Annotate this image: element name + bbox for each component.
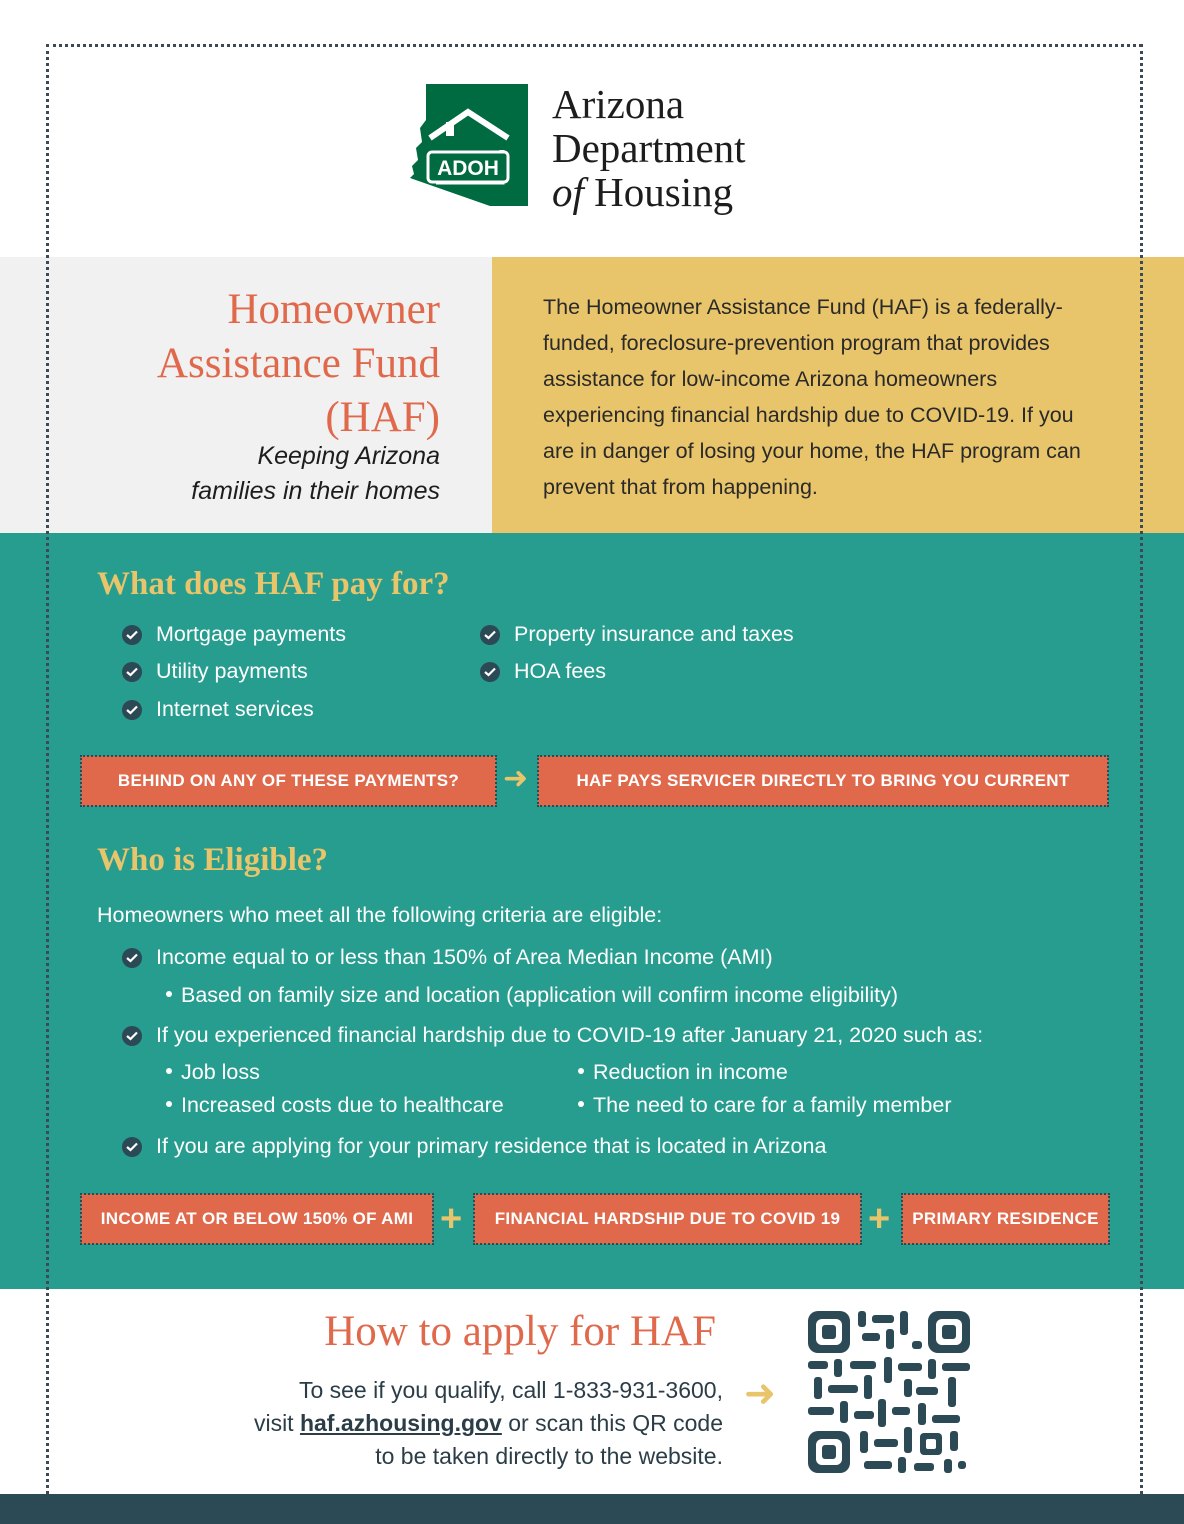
- criteria-item: [122, 1023, 983, 1048]
- logo-badge-text: ADOH: [437, 157, 499, 180]
- haf-pays-servicer-badge: HAF PAYS SERVICER DIRECTLY TO BRING YOU CURRENT: [538, 756, 1108, 806]
- criteria-sub-item: [166, 983, 898, 1008]
- hero-description-panel: [492, 257, 1184, 533]
- hardship-label: Increased costs due to healthcare: [181, 1093, 504, 1117]
- pays-item: [122, 659, 308, 684]
- pays-item: [122, 622, 346, 647]
- check-icon: [122, 700, 142, 720]
- hero-subtitle-line-1: Keeping Arizona: [257, 442, 440, 470]
- behind-payments-badge: BEHIND ON ANY OF THESE PAYMENTS?: [81, 756, 496, 806]
- apply-line-1: To see if you qualify, call 1-833-931-3600,: [298, 1377, 723, 1403]
- criteria-income: Income equal to or less than 150% of Area Median Income (AMI): [156, 945, 773, 969]
- info-section: [0, 533, 1184, 1289]
- arrow-right-icon: ➜: [744, 1373, 776, 1415]
- check-icon: [122, 1026, 142, 1046]
- hero-title-panel: [0, 257, 492, 533]
- hero-title-line-1: Homeowner: [227, 286, 440, 333]
- hero-title-line-3: (HAF): [325, 394, 440, 441]
- arrow-right-icon: ➜: [503, 762, 529, 795]
- arizona-house-logo-icon: [406, 82, 536, 208]
- pays-item: [480, 622, 794, 647]
- apply-line-2-post: or scan this QR code: [501, 1410, 723, 1436]
- logo-line-1: Arizona: [552, 81, 685, 127]
- check-icon: [480, 662, 500, 682]
- criteria-item: [122, 945, 773, 970]
- pays-item-label: Internet services: [156, 697, 314, 721]
- bullet-icon: [166, 1068, 172, 1074]
- logo-line-3: [552, 170, 746, 214]
- criteria-item: [122, 1134, 826, 1159]
- pays-item-label: Mortgage payments: [156, 622, 347, 646]
- check-icon: [480, 625, 500, 645]
- logo-line-2: Department: [552, 125, 746, 171]
- income-badge: INCOME AT OR BELOW 150% OF AMI: [81, 1194, 433, 1244]
- hardship-item: [578, 1060, 788, 1085]
- eligible-intro: Homeowners who meet all the following criteria are eligible:: [97, 903, 663, 927]
- residence-badge: PRIMARY RESIDENCE: [902, 1194, 1109, 1244]
- pays-item: [480, 659, 606, 684]
- check-icon: [122, 662, 142, 682]
- hardship-label: The need to care for a family member: [593, 1093, 952, 1117]
- plus-icon: +: [868, 1198, 891, 1240]
- pays-item-label: Utility payments: [156, 659, 308, 683]
- hero-subtitle: [80, 439, 440, 509]
- criteria-hardship: If you experienced financial hardship due to COVID-19 after January 21, 2020 such as:: [156, 1023, 984, 1047]
- pays-item: [122, 697, 314, 722]
- apply-instructions: [123, 1374, 723, 1473]
- hero-title: [20, 283, 440, 445]
- logo-line-3-italic: of: [552, 169, 584, 215]
- dotted-border-top: [46, 44, 1142, 47]
- plus-icon: +: [440, 1198, 463, 1240]
- pays-item-label: Property insurance and taxes: [514, 622, 794, 646]
- dotted-border-left: [46, 44, 49, 1494]
- hardship-item: [166, 1093, 504, 1118]
- hardship-badge: FINANCIAL HARDSHIP DUE TO COVID 19: [474, 1194, 861, 1244]
- eligible-heading: Who is Eligible?: [97, 842, 329, 878]
- check-icon: [122, 625, 142, 645]
- hero-subtitle-line-2: families in their homes: [191, 477, 440, 505]
- hero-title-line-2: Assistance Fund: [156, 340, 440, 387]
- criteria-income-detail: Based on family size and location (application will confirm income eligibility): [181, 983, 898, 1007]
- pays-heading: What does HAF pay for?: [97, 566, 450, 602]
- qr-code-icon[interactable]: [808, 1311, 970, 1473]
- adoh-logo: [406, 81, 786, 215]
- apply-line-2-pre: visit: [253, 1410, 300, 1436]
- hardship-label: Reduction in income: [593, 1060, 788, 1084]
- apply-line-3: to be taken directly to the website.: [375, 1443, 723, 1469]
- apply-line-2: [123, 1407, 723, 1440]
- criteria-residence: If you are applying for your primary residence that is located in Arizona: [156, 1134, 827, 1158]
- apply-heading: How to apply for HAF: [324, 1308, 716, 1355]
- hardship-label: Job loss: [181, 1060, 260, 1084]
- bullet-icon: [578, 1068, 584, 1074]
- footer-bar: [0, 1494, 1184, 1524]
- hardship-item: [166, 1060, 260, 1085]
- hardship-item: [578, 1093, 952, 1118]
- bullet-icon: [578, 1101, 584, 1107]
- dotted-border-right: [1140, 44, 1143, 1494]
- haf-website-link[interactable]: haf.azhousing.gov: [299, 1410, 502, 1436]
- check-icon: [122, 1137, 142, 1157]
- check-icon: [122, 948, 142, 968]
- bullet-icon: [166, 991, 172, 997]
- bullet-icon: [166, 1101, 172, 1107]
- pays-item-label: HOA fees: [514, 659, 607, 683]
- hero-description: The Homeowner Assistance Fund (HAF) is a federally-funded, foreclosure-prevention program that provides assistance for low-income Arizona homeowners experiencing financial hardship due to COVID-19. If you are in danger of losing your home, the HAF program can prevent that from happening.: [543, 295, 1081, 499]
- logo-line-3-rest: Housing: [594, 169, 734, 215]
- logo-wordmark: [552, 82, 746, 214]
